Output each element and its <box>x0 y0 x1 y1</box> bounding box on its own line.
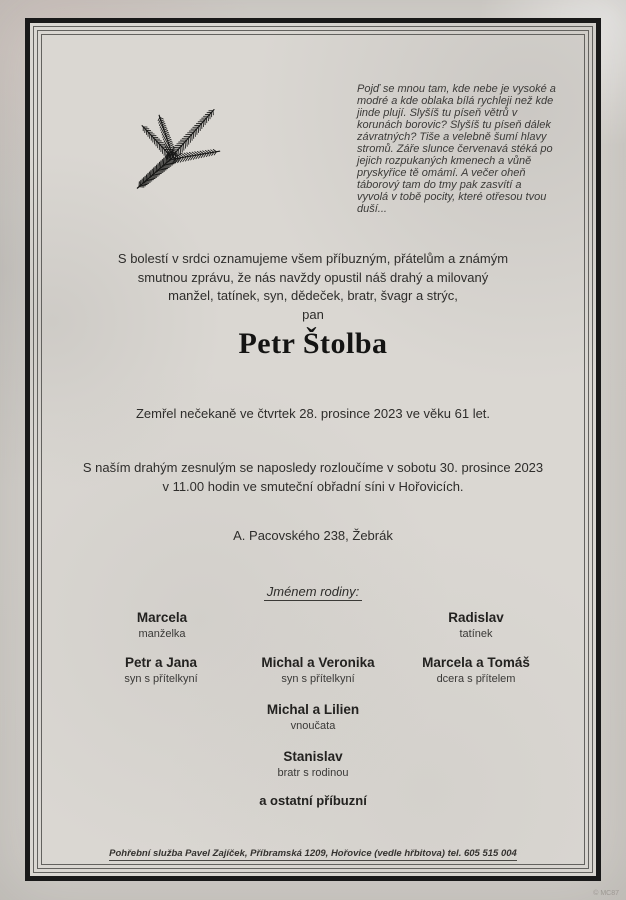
family-member-relation: syn s přítelkyní <box>281 673 355 685</box>
family-entry <box>372 609 580 642</box>
poem-line: modré a kde oblaka bílá rychleji než kde <box>357 95 554 107</box>
family-member-name: Marcela <box>136 610 188 625</box>
family-member-relation: syn s přítelkyní <box>124 673 198 685</box>
family-member-name: Marcela a Tomáš <box>422 655 530 670</box>
family-member-relation: manželka <box>138 628 186 640</box>
family-entry <box>58 609 266 642</box>
funeral-info-line: v 11.00 hodin ve smuteční obřadní síni v Hořovicích. <box>162 478 464 494</box>
family-member-name: Michal a Veronika <box>261 655 375 670</box>
photo-copyright-watermark: © MC87 <box>593 890 619 897</box>
death-info: Zemřel nečekaně ve čtvrtek 28. prosince 2023 ve věku 61 let. <box>135 406 491 421</box>
poem-line: táborový tam do tmy pak zasvítí a <box>357 179 522 191</box>
funeral-info <box>45 459 581 496</box>
funeral-service-contact: Pohřební služba Pavel Zajíček, Příbramská 1209, Hořovice (vedle hřbitova) tel. 605 515 004 <box>109 848 517 859</box>
pine-branch-illustration <box>126 103 232 207</box>
poem-line: vyvolá v tobě pocity, které otřesou tvou <box>357 191 547 203</box>
family-member-relation: dcera s přítelem <box>436 673 516 685</box>
family-closing-line: a ostatní příbuzní <box>259 793 367 808</box>
announcement-line: S bolestí v srdci oznamujeme všem příbuzným, přátelům a známým <box>117 251 509 266</box>
poem-line: duší... <box>357 203 387 215</box>
family-member-name: Michal a Lilien <box>266 702 360 717</box>
poem-line: jinde plují. Slyšíš tu píseň větrů v <box>357 107 518 119</box>
ceremony-address: A. Pacovského 238, Žebrák <box>233 528 393 543</box>
family-entry <box>45 748 581 781</box>
family-member-name: Radislav <box>448 610 504 625</box>
funeral-info-line: S naším drahým zesnulým se naposledy rozloučíme v sobotu 30. prosince 2023 <box>82 460 544 475</box>
family-section-heading: Jménem rodiny: <box>45 584 581 599</box>
poem-line: stromů. Záře slunce červenavá stéká po <box>357 143 553 155</box>
family-entry <box>45 701 581 734</box>
poem-line: pryskyřice tě omámí. A večer oheň <box>357 167 526 179</box>
memorial-poem <box>357 83 575 215</box>
family-member-relation: bratr s rodinou <box>277 767 349 779</box>
announcement-line: pan <box>302 306 324 322</box>
announcement-line: manžel, tatínek, syn, dědeček, bratr, švagr a strýc, <box>168 288 458 303</box>
family-member-relation: tatínek <box>459 628 493 640</box>
family-member-name: Stanislav <box>283 749 343 764</box>
family-entry <box>371 654 581 687</box>
family-member-relation: vnoučata <box>290 720 336 732</box>
family-member-name: Petr a Jana <box>124 655 198 670</box>
poem-line: závratných? Tiše a velebně šumí hlavy <box>357 131 547 143</box>
poem-line: korunách borovic? Slyšíš tu píseň dálek <box>357 119 551 131</box>
deceased-name: Petr Štolba <box>238 327 388 360</box>
poem-line: Pojď se mnou tam, kde nebe je vysoké a <box>357 83 556 95</box>
poem-line: jejich rozpukaných kmenech a vůně <box>357 155 532 167</box>
announcement-line: smutnou zprávu, že nás navždy opustil náš drahý a milovaný <box>137 269 489 285</box>
death-announcement <box>45 250 581 324</box>
